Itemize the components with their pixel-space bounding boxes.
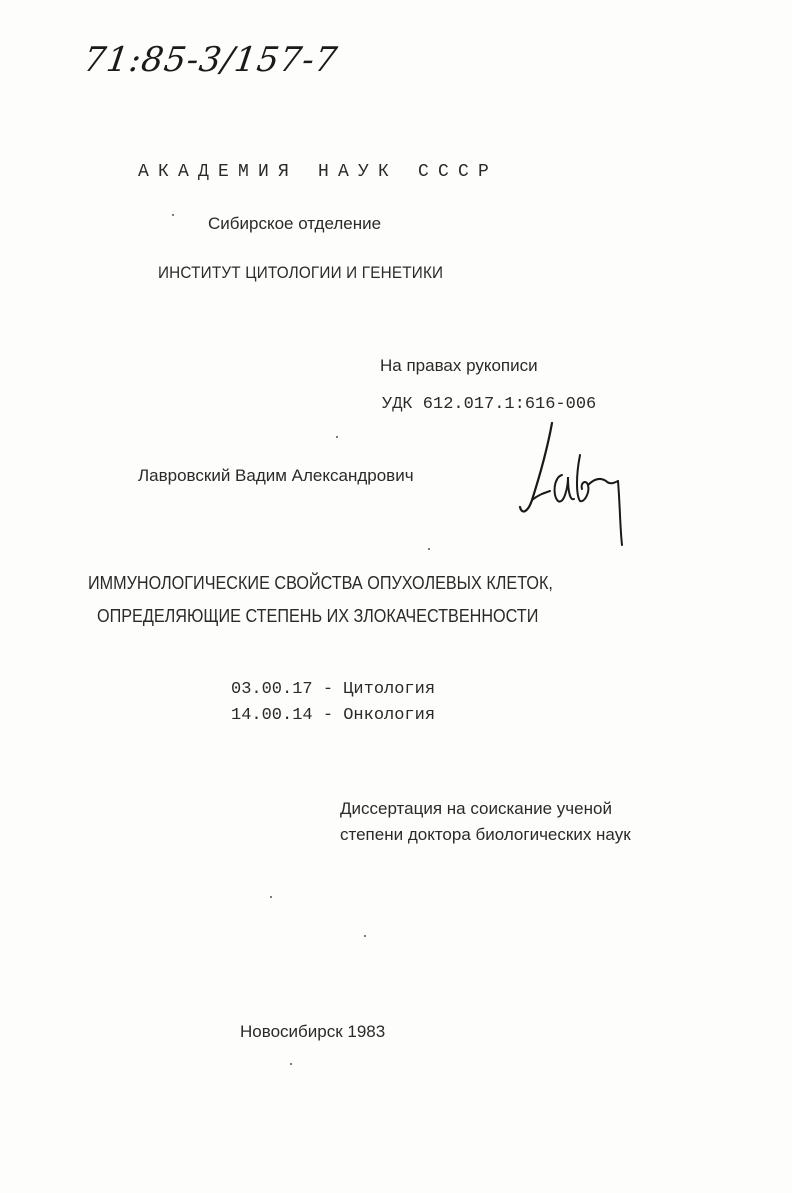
paper-speck	[364, 935, 366, 937]
specialty-cytology: 03.00.17 - Цитология	[231, 680, 436, 699]
academy-name: АКАДЕМИЯ НАУК СССР	[138, 162, 499, 182]
udk-code: УДК 612.017.1:616-006	[382, 395, 597, 414]
manuscript-rights: На правах рукописи	[380, 356, 538, 375]
branch-name: Сибирское отделение	[208, 214, 382, 233]
dissertation-title-line-2: ОПРЕДЕЛЯЮЩИЕ СТЕПЕНЬ ИХ ЗЛОКАЧЕСТВЕННОСТИ	[97, 606, 539, 626]
paper-speck	[172, 214, 174, 216]
paper-speck	[428, 548, 430, 550]
city-and-year: Новосибирск 1983	[240, 1022, 386, 1041]
paper-speck	[290, 1063, 292, 1065]
institute-name: ИНСТИТУТ ЦИТОЛОГИИ И ГЕНЕТИКИ	[158, 263, 444, 282]
author-name: Лавровский Вадим Александрович	[138, 466, 414, 485]
handwritten-archive-code: 71:85-3/157-7	[81, 40, 341, 80]
paper-speck	[336, 436, 338, 438]
specialty-oncology: 14.00.14 - Онкология	[231, 706, 436, 725]
author-signature	[510, 415, 630, 550]
dissertation-purpose-line-2: степени доктора биологических наук	[340, 825, 631, 844]
dissertation-title-line-1: ИММУНОЛОГИЧЕСКИЕ СВОЙСТВА ОПУХОЛЕВЫХ КЛЕТОК,	[88, 573, 553, 593]
dissertation-purpose-line-1: Диссертация на соискание ученой	[340, 799, 612, 818]
paper-speck	[270, 896, 272, 898]
